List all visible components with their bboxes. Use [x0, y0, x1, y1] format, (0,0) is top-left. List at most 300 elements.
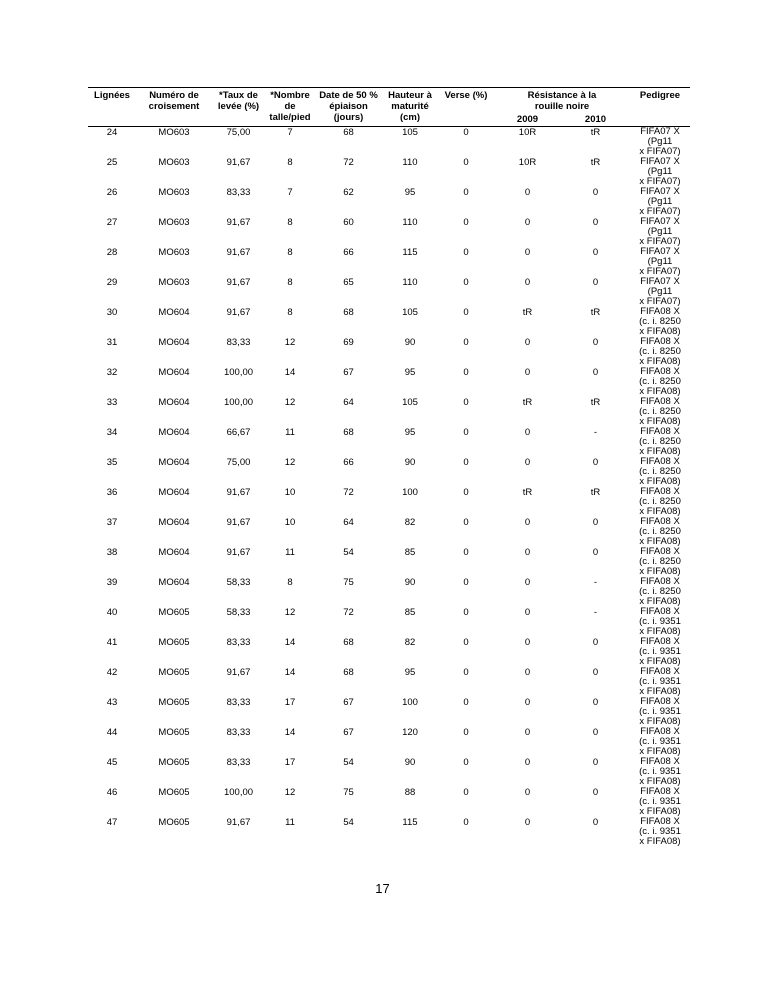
table-row — [88, 607, 690, 637]
cell-verse: 0 — [463, 307, 469, 318]
pedigree-line: (c. i. 9351 — [639, 676, 681, 687]
pedigree-line: FIFA08 X — [640, 336, 680, 347]
cell-taux-levee: 91,67 — [226, 817, 251, 828]
cell-date-epiaison: 62 — [343, 187, 354, 198]
pedigree-line: FIFA07 X — [640, 276, 680, 287]
cell-nombre-talles: 14 — [284, 667, 296, 678]
cell-verse: 0 — [463, 577, 469, 588]
cell-resistance-2009: 0 — [524, 427, 531, 438]
cell-resistance-2010: 0 — [592, 337, 599, 348]
cell-pedigree — [630, 127, 690, 158]
cell-verse: 0 — [463, 217, 469, 228]
cell-taux-levee: 83,33 — [226, 697, 251, 708]
cell-date-epiaison: 60 — [343, 217, 354, 228]
cell-pedigree — [630, 457, 690, 487]
cell-hauteur: 110 — [402, 217, 418, 228]
cell-verse: 0 — [463, 277, 469, 288]
cell-resistance-2010: - — [593, 607, 598, 618]
cell-date-epiaison: 67 — [343, 367, 354, 378]
pedigree-line: FIFA08 X — [640, 546, 680, 557]
cell-resistance-2010: 0 — [592, 277, 599, 288]
cell-hauteur: 90 — [404, 577, 416, 588]
cell-resistance-2009: 0 — [524, 247, 531, 258]
cell-taux-levee: 100,00 — [223, 397, 254, 408]
table-row — [88, 127, 690, 158]
table-row — [88, 487, 690, 517]
cell-date-epiaison: 68 — [343, 127, 354, 138]
cell-lignee: 30 — [106, 307, 118, 318]
cell-resistance-2009: tR — [522, 307, 533, 318]
cell-resistance-2009: 0 — [524, 787, 531, 798]
cell-pedigree — [630, 337, 690, 367]
pedigree-line: FIFA08 X — [640, 726, 680, 737]
cell-hauteur: 120 — [402, 727, 418, 738]
cell-nombre-talles: 12 — [284, 397, 296, 408]
cell-taux-levee: 91,67 — [226, 517, 251, 528]
col-header-resistance: Résistance à la rouille noire — [527, 90, 597, 112]
cell-hauteur: 110 — [402, 277, 418, 288]
cell-lignee: 36 — [106, 487, 118, 498]
pedigree-line: x FIFA08) — [639, 836, 681, 847]
cell-resistance-2010: 0 — [592, 757, 599, 768]
cell-pedigree — [630, 157, 690, 187]
cell-taux-levee: 91,67 — [226, 307, 251, 318]
cell-verse: 0 — [463, 667, 469, 678]
cell-croisement: MO604 — [158, 487, 190, 498]
pedigree-line: x FIFA07) — [639, 146, 681, 157]
cell-verse: 0 — [463, 817, 469, 828]
cell-taux-levee: 91,67 — [226, 247, 251, 258]
cell-lignee: 47 — [106, 817, 118, 828]
pedigree-line: FIFA08 X — [640, 396, 680, 407]
pedigree-line: (c. i. 8250 — [639, 466, 681, 477]
table-row — [88, 337, 690, 367]
table-row — [88, 157, 690, 187]
cell-resistance-2010: 0 — [592, 517, 599, 528]
cell-date-epiaison: 72 — [343, 607, 354, 618]
cell-date-epiaison: 67 — [343, 697, 354, 708]
lineage-table — [88, 87, 690, 847]
cell-croisement: MO604 — [158, 307, 190, 318]
cell-resistance-2009: 0 — [524, 547, 531, 558]
cell-croisement: MO603 — [158, 127, 190, 138]
cell-croisement: MO603 — [158, 187, 190, 198]
cell-nombre-talles: 7 — [287, 187, 293, 198]
cell-resistance-2010: 0 — [592, 817, 599, 828]
pedigree-line: FIFA08 X — [640, 696, 680, 707]
table-row — [88, 187, 690, 217]
pedigree-line: x FIFA08) — [639, 536, 681, 547]
col-header-pedigree: Pedigree — [639, 90, 681, 101]
cell-pedigree — [630, 307, 690, 337]
cell-hauteur: 100 — [402, 487, 418, 498]
cell-croisement: MO604 — [158, 427, 190, 438]
cell-resistance-2009: 0 — [524, 667, 531, 678]
cell-taux-levee: 83,33 — [226, 727, 251, 738]
cell-resistance-2010: 0 — [592, 727, 599, 738]
pedigree-line: x FIFA08) — [639, 416, 681, 427]
cell-resistance-2010: tR — [590, 487, 601, 498]
cell-nombre-talles: 8 — [287, 157, 293, 168]
cell-lignee: 27 — [106, 217, 118, 228]
pedigree-line: (Pg11 — [647, 166, 673, 177]
cell-taux-levee: 58,33 — [226, 607, 251, 618]
table-row — [88, 817, 690, 847]
cell-nombre-talles: 10 — [284, 517, 296, 528]
cell-nombre-talles: 10 — [284, 487, 296, 498]
pedigree-line: (c. i. 8250 — [639, 526, 681, 537]
pedigree-line: (c. i. 9351 — [639, 706, 681, 717]
col-header-numero-croisement: Numéro de croisement — [148, 90, 200, 112]
cell-nombre-talles: 11 — [285, 427, 295, 438]
cell-verse: 0 — [463, 187, 469, 198]
cell-lignee: 32 — [106, 367, 118, 378]
cell-hauteur: 90 — [404, 337, 416, 348]
cell-nombre-talles: 17 — [284, 697, 296, 708]
table-row — [88, 427, 690, 457]
cell-croisement: MO604 — [158, 367, 190, 378]
cell-resistance-2010: - — [593, 427, 598, 438]
cell-date-epiaison: 66 — [343, 457, 354, 468]
cell-hauteur: 95 — [404, 367, 416, 378]
pedigree-line: FIFA08 X — [640, 786, 680, 797]
cell-resistance-2010: 0 — [592, 247, 599, 258]
pedigree-line: FIFA08 X — [640, 426, 680, 437]
cell-hauteur: 95 — [404, 427, 416, 438]
pedigree-line: FIFA08 X — [640, 486, 680, 497]
cell-pedigree — [630, 727, 690, 757]
cell-lignee: 43 — [106, 697, 118, 708]
cell-verse: 0 — [463, 757, 469, 768]
table-row — [88, 637, 690, 667]
pedigree-line: x FIFA07) — [639, 296, 681, 307]
cell-resistance-2010: 0 — [592, 367, 599, 378]
cell-pedigree — [630, 757, 690, 787]
cell-nombre-talles: 8 — [287, 217, 293, 228]
cell-resistance-2009: 0 — [524, 517, 531, 528]
table-header-row — [88, 88, 690, 113]
cell-nombre-talles: 12 — [284, 607, 296, 618]
cell-date-epiaison: 54 — [343, 757, 354, 768]
cell-taux-levee: 83,33 — [226, 337, 251, 348]
cell-hauteur: 82 — [404, 517, 416, 528]
cell-pedigree — [630, 787, 690, 817]
cell-hauteur: 82 — [404, 637, 416, 648]
cell-hauteur: 110 — [402, 157, 418, 168]
cell-lignee: 26 — [106, 187, 118, 198]
cell-verse: 0 — [463, 787, 469, 798]
cell-resistance-2010: 0 — [592, 187, 599, 198]
cell-croisement: MO603 — [158, 217, 190, 228]
cell-verse: 0 — [463, 547, 469, 558]
table-row — [88, 517, 690, 547]
cell-resistance-2009: 0 — [524, 577, 531, 588]
cell-lignee: 38 — [106, 547, 118, 558]
cell-lignee: 46 — [106, 787, 118, 798]
cell-lignee: 40 — [106, 607, 118, 618]
table-row — [88, 727, 690, 757]
cell-resistance-2009: 0 — [524, 217, 531, 228]
cell-croisement: MO604 — [158, 517, 190, 528]
pedigree-line: x FIFA07) — [639, 176, 681, 187]
cell-lignee: 45 — [106, 757, 118, 768]
cell-lignee: 29 — [106, 277, 118, 288]
cell-croisement: MO603 — [158, 247, 190, 258]
pedigree-line: (Pg11 — [647, 226, 673, 237]
table-row — [88, 577, 690, 607]
cell-taux-levee: 83,33 — [226, 637, 251, 648]
pedigree-line: FIFA08 X — [640, 576, 680, 587]
cell-lignee: 35 — [106, 457, 118, 468]
cell-nombre-talles: 7 — [287, 127, 293, 138]
cell-date-epiaison: 65 — [343, 277, 354, 288]
pedigree-line: (c. i. 9351 — [639, 796, 681, 807]
cell-lignee: 34 — [106, 427, 118, 438]
cell-nombre-talles: 12 — [284, 337, 296, 348]
cell-nombre-talles: 14 — [284, 727, 296, 738]
col-header-lignees: Lignées — [94, 90, 130, 101]
cell-nombre-talles: 17 — [284, 757, 296, 768]
pedigree-line: FIFA08 X — [640, 756, 680, 767]
cell-pedigree — [630, 397, 690, 427]
cell-pedigree — [630, 367, 690, 397]
pedigree-line: x FIFA08) — [639, 506, 681, 517]
cell-nombre-talles: 12 — [284, 787, 296, 798]
cell-date-epiaison: 68 — [343, 307, 354, 318]
cell-taux-levee: 91,67 — [226, 487, 251, 498]
cell-verse: 0 — [463, 487, 469, 498]
cell-pedigree — [630, 217, 690, 247]
cell-resistance-2009: 0 — [524, 187, 531, 198]
cell-taux-levee: 91,67 — [226, 667, 251, 678]
cell-resistance-2010: 0 — [592, 667, 599, 678]
cell-hauteur: 95 — [404, 667, 416, 678]
cell-date-epiaison: 72 — [343, 157, 354, 168]
cell-date-epiaison: 68 — [343, 427, 354, 438]
table-row — [88, 307, 690, 337]
cell-nombre-talles: 12 — [284, 457, 296, 468]
table-row — [88, 277, 690, 307]
cell-verse: 0 — [463, 517, 469, 528]
cell-date-epiaison: 67 — [343, 727, 354, 738]
cell-date-epiaison: 72 — [343, 487, 354, 498]
cell-pedigree — [630, 667, 690, 697]
pedigree-line: (c. i. 8250 — [639, 436, 681, 447]
cell-resistance-2009: 0 — [524, 817, 531, 828]
cell-croisement: MO604 — [158, 547, 190, 558]
table-row — [88, 667, 690, 697]
cell-resistance-2010: - — [593, 577, 598, 588]
cell-resistance-2009: 0 — [524, 757, 531, 768]
cell-croisement: MO605 — [158, 607, 190, 618]
pedigree-line: FIFA07 X — [640, 216, 680, 227]
pedigree-line: FIFA07 X — [640, 246, 680, 257]
cell-resistance-2010: tR — [590, 157, 601, 168]
cell-nombre-talles: 8 — [287, 307, 293, 318]
cell-lignee: 31 — [106, 337, 118, 348]
cell-resistance-2010: tR — [590, 127, 601, 138]
pedigree-line: (c. i. 9351 — [639, 646, 681, 657]
cell-resistance-2009: 0 — [524, 367, 531, 378]
pedigree-line: x FIFA08) — [639, 626, 681, 637]
cell-date-epiaison: 64 — [343, 517, 354, 528]
cell-date-epiaison: 64 — [343, 397, 354, 408]
table-row — [88, 547, 690, 577]
table-row — [88, 247, 690, 277]
table-row — [88, 457, 690, 487]
pedigree-line: (Pg11 — [647, 196, 673, 207]
cell-date-epiaison: 54 — [343, 817, 354, 828]
cell-pedigree — [630, 697, 690, 727]
pedigree-line: x FIFA08) — [639, 716, 681, 727]
cell-resistance-2009: 0 — [524, 727, 531, 738]
cell-pedigree — [630, 817, 690, 847]
pedigree-line: x FIFA07) — [639, 236, 681, 247]
table-row — [88, 757, 690, 787]
pedigree-line: (Pg11 — [647, 256, 673, 267]
col-header-2009: 2009 — [516, 114, 539, 125]
cell-taux-levee: 66,67 — [226, 427, 251, 438]
cell-resistance-2010: 0 — [592, 697, 599, 708]
col-header-hauteur: Hauteur à maturité (cm) — [388, 90, 432, 123]
pedigree-line: FIFA08 X — [640, 516, 680, 527]
pedigree-line: FIFA08 X — [640, 306, 680, 317]
pedigree-line: x FIFA08) — [639, 746, 681, 757]
cell-pedigree — [630, 187, 690, 217]
cell-verse: 0 — [463, 697, 469, 708]
col-header-2010: 2010 — [584, 114, 607, 125]
pedigree-line: FIFA08 X — [640, 816, 680, 827]
pedigree-line: x FIFA08) — [639, 686, 681, 697]
cell-taux-levee: 91,67 — [226, 277, 251, 288]
pedigree-line: FIFA08 X — [640, 666, 680, 677]
cell-hauteur: 90 — [404, 457, 416, 468]
pedigree-line: FIFA08 X — [640, 636, 680, 647]
pedigree-line: (c. i. 9351 — [639, 736, 681, 747]
col-header-taux-levee: *Taux de levée (%) — [217, 90, 260, 112]
pedigree-line: x FIFA08) — [639, 356, 681, 367]
pedigree-line: (c. i. 8250 — [639, 376, 681, 387]
cell-pedigree — [630, 247, 690, 277]
cell-taux-levee: 58,33 — [226, 577, 251, 588]
cell-hauteur: 115 — [402, 817, 418, 828]
cell-nombre-talles: 8 — [287, 577, 293, 588]
cell-hauteur: 105 — [402, 397, 418, 408]
cell-pedigree — [630, 487, 690, 517]
pedigree-line: (c. i. 8250 — [639, 586, 681, 597]
cell-taux-levee: 83,33 — [226, 757, 251, 768]
pedigree-line: FIFA07 X — [640, 186, 680, 197]
cell-resistance-2009: 0 — [524, 697, 531, 708]
cell-verse: 0 — [463, 247, 469, 258]
cell-hauteur: 115 — [402, 247, 418, 258]
cell-verse: 0 — [463, 157, 469, 168]
pedigree-line: (c. i. 8250 — [639, 406, 681, 417]
cell-resistance-2009: 0 — [524, 337, 531, 348]
cell-verse: 0 — [463, 337, 469, 348]
cell-resistance-2009: tR — [522, 397, 533, 408]
cell-verse: 0 — [463, 427, 469, 438]
col-header-date-epiaison: Date de 50 % épiaison (jours) — [319, 90, 378, 123]
cell-croisement: MO604 — [158, 457, 190, 468]
cell-verse: 0 — [463, 457, 469, 468]
pedigree-line: x FIFA08) — [639, 776, 681, 787]
table-row — [88, 787, 690, 817]
table-body — [88, 127, 690, 848]
cell-pedigree — [630, 517, 690, 547]
cell-nombre-talles: 14 — [284, 637, 296, 648]
cell-resistance-2010: 0 — [592, 217, 599, 228]
cell-hauteur: 88 — [404, 787, 416, 798]
cell-date-epiaison: 68 — [343, 637, 354, 648]
cell-croisement: MO605 — [158, 817, 190, 828]
cell-date-epiaison: 69 — [343, 337, 354, 348]
cell-pedigree — [630, 277, 690, 307]
cell-verse: 0 — [463, 637, 469, 648]
cell-croisement: MO603 — [158, 277, 190, 288]
cell-lignee: 37 — [106, 517, 118, 528]
pedigree-line: x FIFA08) — [639, 596, 681, 607]
cell-date-epiaison: 68 — [343, 667, 354, 678]
cell-resistance-2010: 0 — [592, 787, 599, 798]
cell-lignee: 33 — [106, 397, 118, 408]
cell-taux-levee: 91,67 — [226, 217, 251, 228]
pedigree-line: (c. i. 9351 — [639, 826, 681, 837]
cell-verse: 0 — [463, 397, 469, 408]
pedigree-line: x FIFA08) — [639, 446, 681, 457]
cell-pedigree — [630, 637, 690, 667]
cell-hauteur: 90 — [404, 757, 416, 768]
pedigree-line: FIFA08 X — [640, 456, 680, 467]
cell-nombre-talles: 8 — [287, 277, 293, 288]
pedigree-line: x FIFA08) — [639, 656, 681, 667]
col-header-verse: Verse (%) — [444, 90, 488, 101]
pedigree-line: (c. i. 8250 — [639, 316, 681, 327]
cell-hauteur: 85 — [404, 607, 416, 618]
pedigree-line: x FIFA08) — [639, 806, 681, 817]
cell-verse: 0 — [463, 727, 469, 738]
cell-pedigree — [630, 427, 690, 457]
col-header-nombre-talles: *Nombre de talle/pied — [269, 90, 311, 123]
cell-croisement: MO604 — [158, 577, 190, 588]
cell-taux-levee: 91,67 — [226, 547, 251, 558]
pedigree-line: (c. i. 9351 — [639, 766, 681, 777]
pedigree-line: (Pg11 — [647, 286, 673, 297]
cell-resistance-2009: 0 — [524, 637, 531, 648]
pedigree-line: FIFA07 X — [640, 156, 680, 167]
cell-date-epiaison: 75 — [343, 577, 354, 588]
pedigree-line: x FIFA08) — [639, 566, 681, 577]
pedigree-line: (c. i. 8250 — [639, 556, 681, 567]
cell-taux-levee: 83,33 — [226, 187, 251, 198]
cell-date-epiaison: 66 — [343, 247, 354, 258]
cell-resistance-2010: 0 — [592, 457, 599, 468]
cell-hauteur: 85 — [404, 547, 416, 558]
cell-croisement: MO603 — [158, 157, 190, 168]
table-row — [88, 367, 690, 397]
table-row — [88, 217, 690, 247]
cell-croisement: MO605 — [158, 637, 190, 648]
cell-taux-levee: 100,00 — [223, 367, 254, 378]
cell-verse: 0 — [463, 127, 469, 138]
pedigree-line: FIFA07 X — [640, 126, 680, 137]
pedigree-line: x FIFA08) — [639, 476, 681, 487]
table-row — [88, 397, 690, 427]
cell-resistance-2010: tR — [590, 307, 601, 318]
cell-lignee: 25 — [106, 157, 118, 168]
cell-croisement: MO605 — [158, 757, 190, 768]
cell-resistance-2009: 0 — [524, 457, 531, 468]
